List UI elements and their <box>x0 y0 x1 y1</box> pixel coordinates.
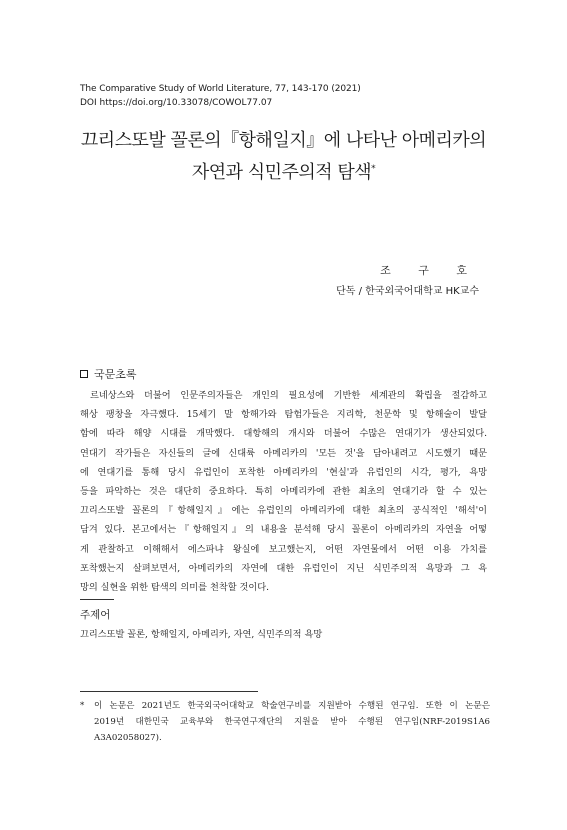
doi-line: DOI https://doi.org/10.33078/COWOL77.07 <box>80 98 273 108</box>
footnote-text <box>94 698 490 746</box>
footnote-mark: * <box>80 701 85 711</box>
square-bullet-icon <box>80 370 88 378</box>
abstract-line: 담겨 있다. 본고에서는『항해일지』의 내용을 분석해 당시 꼴론이 아메리카의 자연을 어떻 <box>80 524 487 536</box>
footnote-line: A3A02058027). <box>94 733 162 743</box>
abstract-line: 함에 따라 해양 시대를 개막했다. 대항해의 개시와 더불어 수많은 연대기가 생산되었다. <box>80 428 487 440</box>
abstract-line: 포착했는지 살펴보면서, 아메리카의 자연에 대한 유럽인이 지닌 식민주의적 욕망과 그 욕 <box>80 562 487 574</box>
abstract-line: 르네상스와 더불어 인문주의자들은 개인의 필요성에 기반한 세계관의 확립을 절감하고 <box>90 390 487 401</box>
author-name: 조 구 호 <box>380 264 479 277</box>
paper-title-line2 <box>0 158 567 184</box>
author-affiliation: 단독 / 한국외국어대학교 HK교수 <box>336 286 479 297</box>
abstract-body <box>80 386 487 597</box>
abstract-line: 끄리스또발 꼴론의『항해일지』에는 유럽인의 아메리카에 대한 최초의 공식적인 '해석'이 <box>80 505 487 517</box>
title-footnote-mark: * <box>371 164 376 174</box>
abstract-line: 해상 팽창을 자극했다. 15세기 말 항해가와 탐험가들은 지리학, 천문학 및 항해술이 발달 <box>80 409 487 421</box>
footnote-line: 이 논문은 2021년도 한국외국어대학교 학술연구비를 지원받아 수행된 연구임. 또한 이 논문은 <box>94 701 490 711</box>
abstract-heading <box>80 366 137 382</box>
abstract-line: 게 관찰하고 이해해서 에스파냐 왕실에 보고했는지, 어떤 자연물에서 어떤 이용 가치를 <box>80 543 487 555</box>
abstract-line: 등을 파악하는 것은 대단히 중요하다. 특히 아메리카에 관한 최초의 연대기라 할 수 있는 <box>80 486 487 498</box>
abstract-heading-text: 국문초록 <box>94 368 137 381</box>
journal-citation: The Comparative Study of World Literature, 77, 143-170 (2021) <box>80 84 361 94</box>
abstract-line: 연대기 작가들은 자신들의 글에 신대륙 아메리카의 '모든 것'을 담아내려고 시도했기 때문 <box>80 447 487 459</box>
footnote <box>80 698 490 746</box>
keywords-divider <box>80 599 114 600</box>
paper-title-line2-text: 자연과 식민주의적 탐색 <box>191 162 372 183</box>
abstract-line: 에 연대기를 통해 당시 유럽인이 포착한 아메리카의 '현실'과 유럽인의 시각, 평가, 욕망 <box>80 466 487 478</box>
keywords-heading: 주제어 <box>80 609 111 621</box>
paper-title-line1: 끄리스또발 꼴론의『항해일지』에 나타난 아메리카의 <box>80 130 487 151</box>
footnote-line: 2019년 대한민국 교육부와 한국연구재단의 지원을 받아 수행된 연구임(NRF-2019S1A6 <box>94 717 490 727</box>
footnote-divider <box>80 691 258 692</box>
abstract-line: 망의 실현을 위한 탐색의 의미를 천착할 것이다. <box>80 582 270 594</box>
keywords-list: 끄리스또발 꼴론, 항해일지, 아메리카, 자연, 식민주의적 욕망 <box>80 629 323 640</box>
